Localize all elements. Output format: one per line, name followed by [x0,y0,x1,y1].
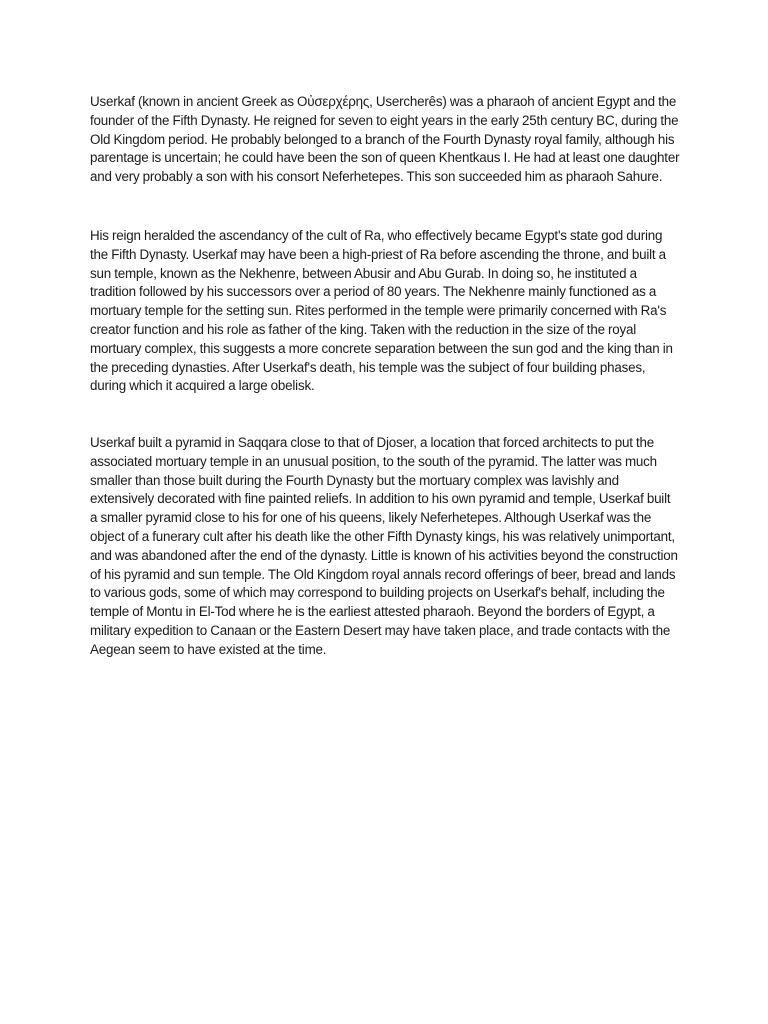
paragraph-2: His reign heralded the ascendancy of the cult of Ra, who effectively became Egypt's state god during the Fifth Dynasty. Userkaf may have been a high-priest of Ra before ascending the throne, and built a sun temple, known as the Nekhenre, between Abusir and Abu Gurab. In doing so, he instituted a tradition followed by his successors over a period of 80 years. The Nekhenre mainly functioned as a mortuary temple for the setting sun. Rites performed in the temple were primarily concerned with Ra's creator function and his role as father of the king. Taken with the reduction in the size of the royal mortuary complex, this suggests a more concrete separation between the sun god and the king than in the preceding dynasties. After Userkaf's death, his temple was the subject of four building phases, during which it acquired a large obelisk. [90,228,673,394]
paragraph-1: Userkaf (known in ancient Greek as Οὐσερχέρης, Usercherês) was a pharaoh of ancient Egypt and the founder of the Fifth Dynasty. He reigned for seven to eight years in the early 25th century BC, during the Old Kingdom period. He probably belonged to a branch of the Fourth Dynasty royal family, although his parentage is uncertain; he could have been the son of queen Khentkaus I. He had at least one daughter and very probably a son with his consort Neferhetepes. This son succeeded him as pharaoh Sahure. [90,94,680,185]
paragraph-3: Userkaf built a pyramid in Saqqara close to that of Djoser, a location that forced architects to put the associated mortuary temple in an unusual position, to the south of the pyramid. The latter was much smaller than those built during the Fourth Dynasty but the mortuary complex was lavishly and extensively decorated with fine painted reliefs. In addition to his own pyramid and temple, Userkaf built a smaller pyramid close to his for one of his queens, likely Neferhetepes. Although Userkaf was the object of a funerary cult after his death like the other Fifth Dynasty kings, his was relatively unimportant, and was abandoned after the end of the dynasty. Little is known of his activities beyond the construction of his pyramid and sun temple. The Old Kingdom royal annals record offerings of beer, bread and lands to various gods, some of which may correspond to building projects on Userkaf's behalf, including the temple of Montu in El-Tod where he is the earliest attested pharaoh. Beyond the borders of Egypt, a military expedition to Canaan or the Eastern Desert may have taken place, and trade contacts with the Aegean seem to have existed at the time. [90,435,678,657]
